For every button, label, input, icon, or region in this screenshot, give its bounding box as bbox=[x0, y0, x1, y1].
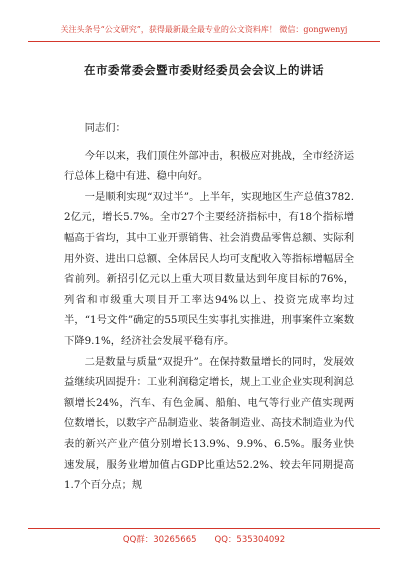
paragraph: 二是数量与质量“双提升”。在保持数量增长的同时，发展效益继续巩固提升：工业利润稳定增长，规上工业企业实现利润总额增长24%，汽车、有色金属、船舶、电气等行业产值实现两位数增长，以数字产品制造业、装备制造业、高技术制造业为代表的新兴产业产值分别增长13.9%、9.9%、6.5%。服务业快速发展，服务业增加值占GDP比重达52.2%、较去年同期提高1.7个百分点；规 bbox=[64, 355, 354, 492]
document-title: 在市委常委会暨市委财经委员会会议上的讲话 bbox=[84, 63, 324, 77]
header-divider bbox=[28, 41, 380, 42]
salutation: 同志们： bbox=[84, 122, 126, 134]
footer bbox=[0, 533, 408, 545]
footer-qq-group: QQ群：30265665 bbox=[122, 535, 197, 545]
footer-divider bbox=[28, 528, 380, 529]
footer-qq: QQ：535304092 bbox=[214, 535, 286, 545]
paragraph: 今年以来，我们顶住外部冲击，积极应对挑战，全市经济运行总体上稳中有进、稳中向好。 bbox=[64, 149, 354, 183]
header-note: 关注头条号“公文研究”，获得最新最全最专业的公文资料库！ 微信：gongwenyj bbox=[60, 25, 348, 34]
document-body bbox=[64, 118, 354, 496]
paragraph: 一是顺利实现“双过半”。上半年，实现地区生产总值3782.2亿元，增长5.7%。全市27个主要经济指标中，有18个指标增幅高于省均，其中工业开票销售、社会消费品零售总额、实际利用外资、进出口总额、全体居民人均可支配收入等指标增幅居全省前列。新招引亿元以上重大项目数量达到年度目标的76%，列省和市级重大项目开工率达94%以上、投资完成率均过半，“1号文件”确定的55项民生实事扎实推进，刑事案件立案数下降9.1%，经济社会发展平稳有序。 bbox=[64, 190, 354, 347]
